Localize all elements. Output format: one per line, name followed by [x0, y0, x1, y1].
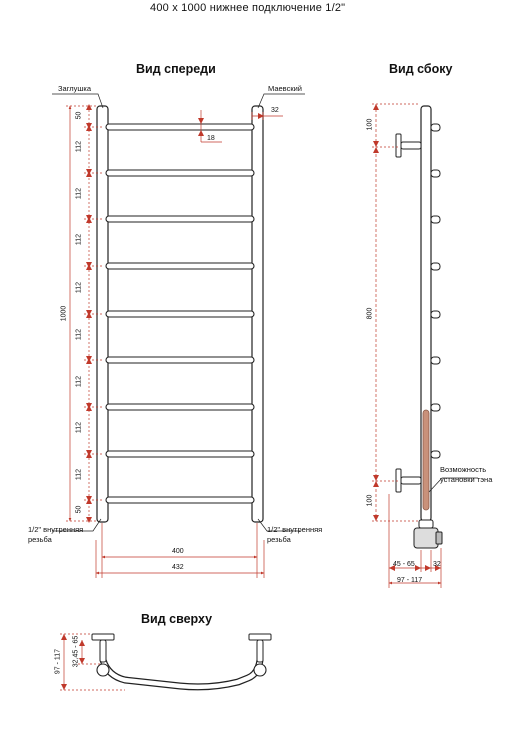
dim-step: 112	[75, 421, 83, 434]
rung-stub	[431, 216, 440, 223]
heater-label-1: Возможность	[440, 465, 487, 474]
rung-stub	[431, 311, 440, 318]
rung	[106, 451, 254, 457]
top-view	[60, 634, 271, 690]
thread-right-label-1: 1/2" внутренняя	[267, 525, 323, 534]
dim-step: 112	[75, 468, 83, 481]
dim-step: 112	[75, 140, 83, 153]
top-bracket-left	[100, 640, 106, 662]
top-bracket-right	[257, 640, 263, 662]
rung	[106, 170, 254, 176]
drawing-title: 400 x 1000 нижнее подключение 1/2"	[150, 2, 346, 14]
dim-bottom-offset: 50	[75, 505, 83, 514]
heater-element	[423, 410, 429, 510]
heater-label-2: установки тэна	[440, 475, 493, 484]
rung-stub	[431, 357, 440, 364]
dim-step: 112	[75, 233, 83, 246]
top-view-heading: Вид сверху	[141, 612, 213, 626]
top-pipe-left	[97, 664, 109, 676]
dim-top-offset: 50	[75, 111, 83, 120]
rung	[106, 124, 254, 130]
top-wall-right	[249, 634, 271, 640]
top-dim-total: 97 - 117	[54, 648, 62, 675]
wall-bracket-top	[401, 142, 421, 149]
rung	[106, 357, 254, 363]
rung	[106, 311, 254, 317]
plug-label: Заглушка	[58, 84, 92, 93]
rung	[106, 263, 254, 269]
side-dim-middle: 800	[366, 307, 374, 320]
front-view	[52, 94, 305, 578]
heater-box	[414, 528, 438, 548]
heater-cap	[436, 532, 442, 544]
dim-overall-width: 432	[172, 564, 184, 571]
wall-plate-top	[396, 134, 401, 157]
dim-step: 112	[75, 375, 83, 388]
dim-center-width: 400	[172, 548, 184, 555]
top-pipe-right	[254, 664, 266, 676]
rung-stub	[431, 451, 440, 458]
side-view	[372, 104, 478, 588]
bottom-connector	[419, 520, 433, 528]
rung	[106, 497, 254, 503]
rung-stub	[431, 263, 440, 270]
side-dim-depth-2: 32	[433, 561, 441, 568]
mayevsky-label: Маевский	[268, 84, 302, 93]
rung-stub	[431, 404, 440, 411]
side-dim-top: 100	[366, 118, 374, 131]
front-view-heading: Вид спереди	[136, 62, 216, 76]
rung-stub	[431, 170, 440, 177]
thread-left-label-2: резьба	[28, 535, 52, 544]
dim-step: 112	[75, 187, 83, 200]
dim-pipe-diameter: 32	[271, 107, 279, 114]
side-dim-depth-total: 97 - 117	[397, 577, 423, 584]
dim-step: 112	[75, 328, 83, 341]
rungs	[106, 124, 254, 503]
rung	[106, 216, 254, 222]
dim-step: 112	[75, 281, 83, 294]
thread-right-label-2: резьба	[267, 535, 291, 544]
side-dim-bottom: 100	[366, 494, 374, 507]
rung	[106, 404, 254, 410]
thread-left-label-1: 1/2" внутренняя	[28, 525, 84, 534]
wall-plate-bottom	[396, 469, 401, 492]
dim-total-height: 1000	[60, 305, 68, 322]
side-dim-depth-1: 45 - 65	[393, 561, 415, 568]
top-dim-partial: 32,45 - 65	[72, 635, 80, 668]
top-wall-left	[92, 634, 114, 640]
wall-bracket-bottom	[401, 477, 421, 484]
side-view-heading: Вид сбоку	[389, 62, 453, 76]
dim-rung-diameter: 18	[207, 135, 215, 142]
mayevsky-leader	[258, 94, 305, 108]
rung-stub	[431, 124, 440, 131]
